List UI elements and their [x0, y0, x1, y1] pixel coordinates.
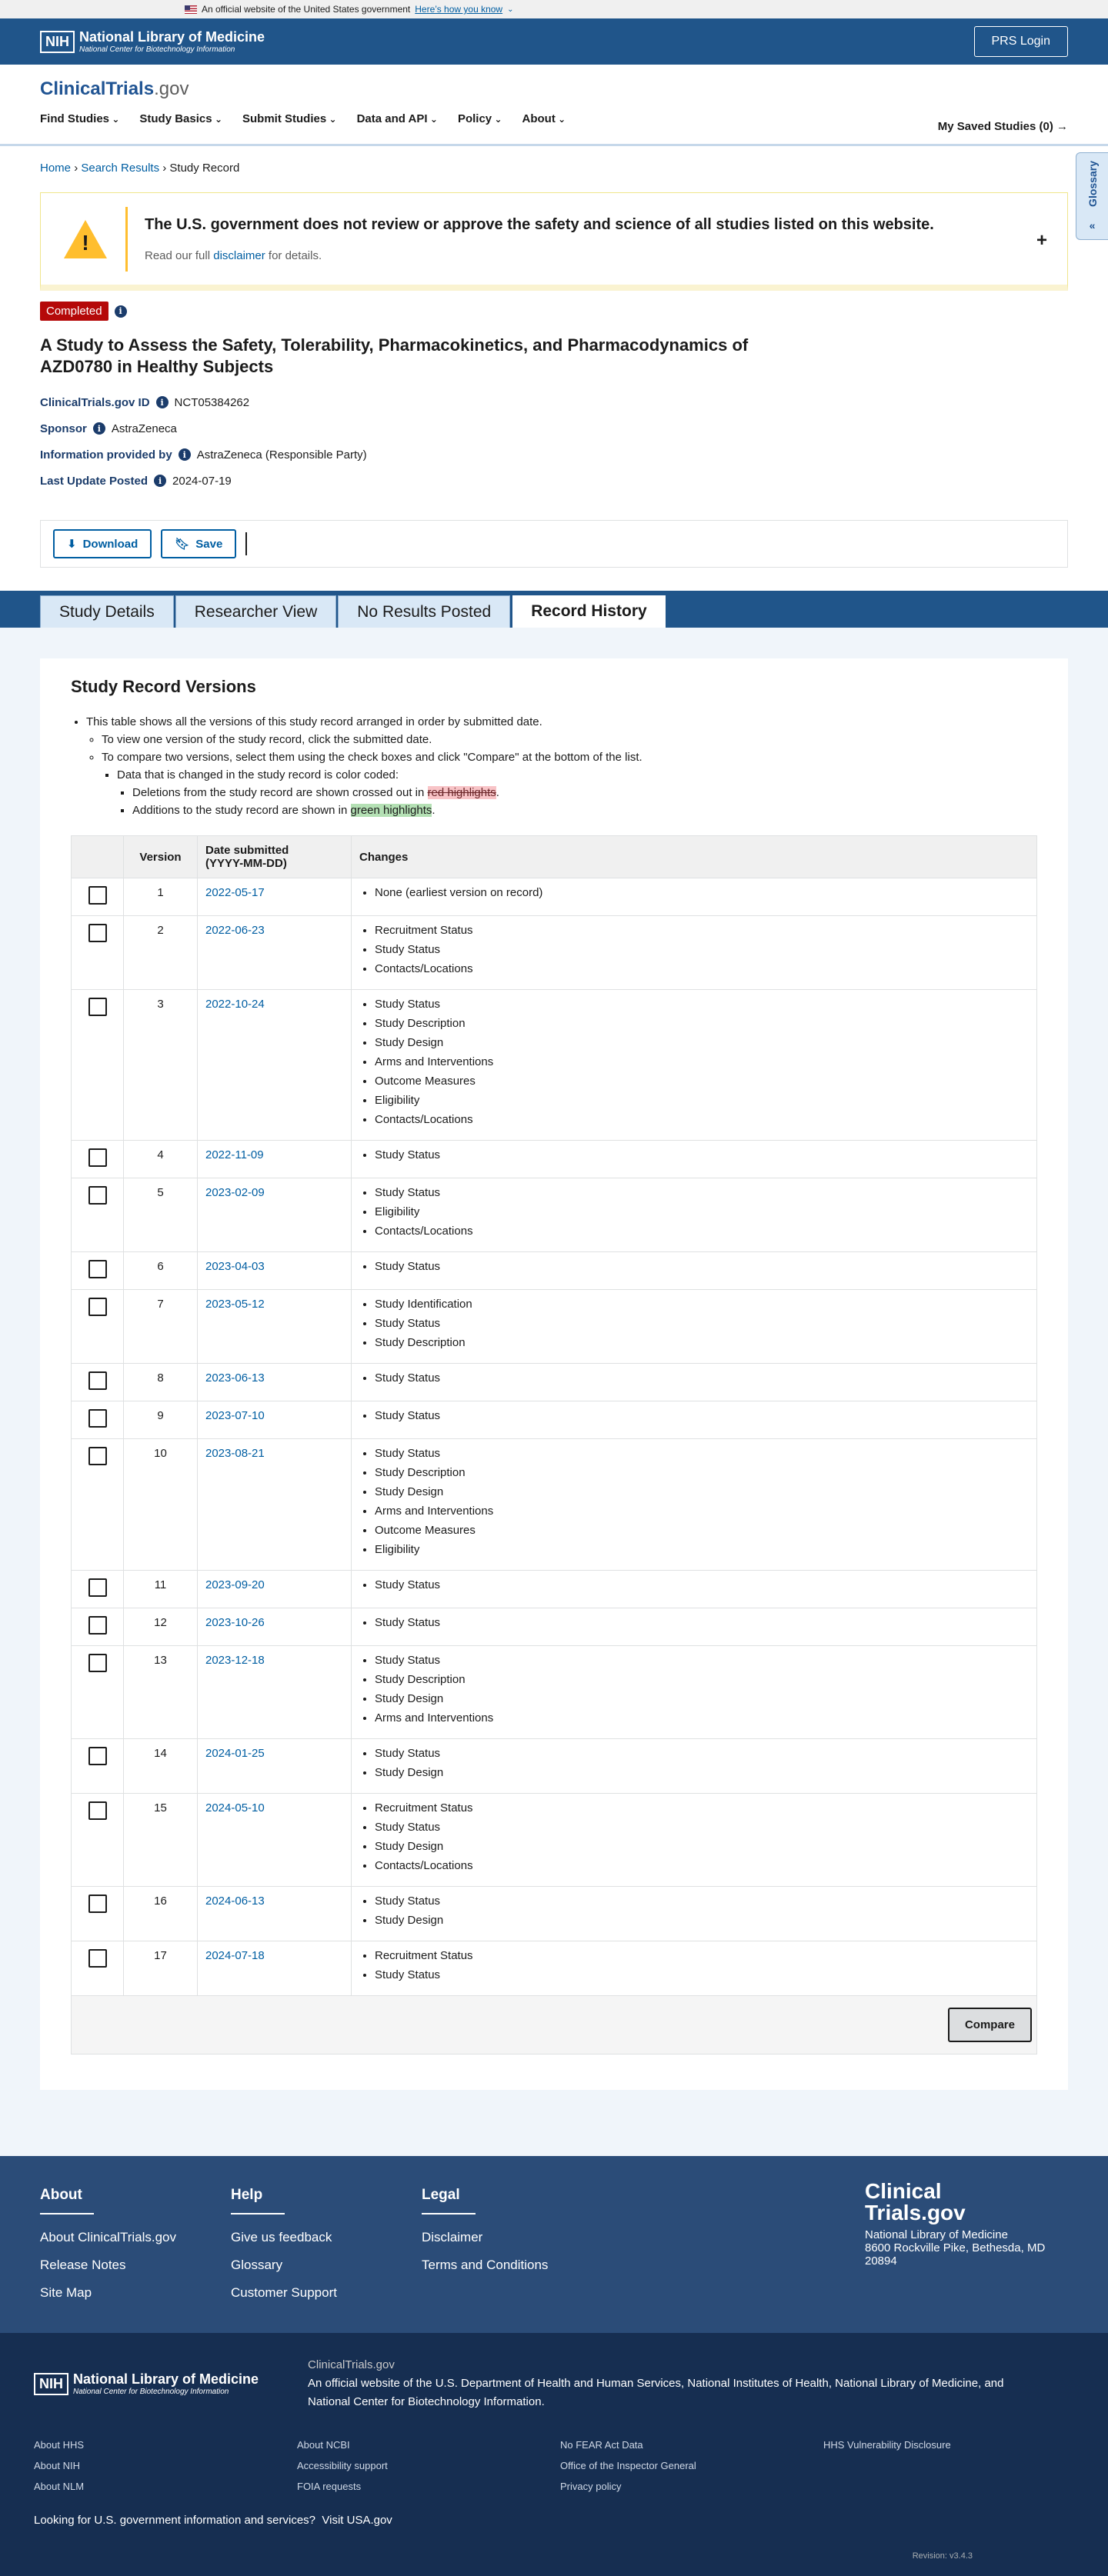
- select-cell: [72, 990, 124, 1141]
- select-cell: [72, 1439, 124, 1571]
- changes-cell: [352, 1794, 1037, 1887]
- change-item: • Eligibility: [375, 1094, 1029, 1107]
- study-title: A Study to Assess the Safety, Tolerability, Pharmacokinetics, and Pharmacodynamics of AZD0780 in Healthy Subjects: [40, 335, 749, 376]
- version-number: 11: [124, 1571, 198, 1608]
- changes-cell: [352, 1739, 1037, 1794]
- study-tabs: [0, 591, 1108, 628]
- change-item: • Study Status: [375, 1578, 1029, 1591]
- footer-link[interactable]: No FEAR Act Data: [560, 2439, 643, 2451]
- changes-cell: [352, 1252, 1037, 1290]
- version-number: 12: [124, 1608, 198, 1646]
- select-cell: [72, 1887, 124, 1941]
- change-item: • Study Design: [375, 1766, 1029, 1779]
- footer-help: [231, 2187, 422, 2313]
- version-checkbox[interactable]: [88, 1148, 107, 1167]
- instruction: ◦ To compare two versions, select them using the check boxes and click "Compare" at the bottom of the list.: [102, 751, 1037, 764]
- changes-cell: [352, 1439, 1037, 1571]
- nlm-name: National Library of Medicine: [79, 29, 265, 45]
- provided-by-value: AstraZeneca (Responsible Party): [196, 448, 367, 462]
- select-cell: [72, 1290, 124, 1364]
- status-badge: Completed: [40, 302, 108, 321]
- version-checkbox[interactable]: [88, 1260, 107, 1278]
- footer-link[interactable]: Office of the Inspector General: [560, 2460, 696, 2471]
- table-row: [72, 1941, 1037, 1996]
- version-checkbox[interactable]: [88, 1409, 107, 1428]
- footer-heading: Help: [231, 2187, 263, 2203]
- version-number: 16: [124, 1887, 198, 1941]
- nih-header: [0, 18, 1108, 65]
- change-item: • Outcome Measures: [375, 1524, 1029, 1537]
- info-icon[interactable]: i: [156, 396, 169, 408]
- tab-study-details[interactable]: Study Details: [40, 595, 174, 628]
- changes-cell: [352, 1941, 1037, 1996]
- changes-cell: [352, 1646, 1037, 1739]
- nih-link[interactable]: National Institutes of Health: [687, 2377, 829, 2390]
- saved-studies-link[interactable]: [938, 120, 1068, 133]
- usa-gov-link[interactable]: Visit USA.gov: [322, 2514, 392, 2527]
- site-footer: [0, 2156, 1108, 2333]
- footer-link[interactable]: Terms and Conditions: [422, 2258, 549, 2272]
- study-meta: [40, 389, 1068, 494]
- change-item: • Study Design: [375, 1840, 1029, 1853]
- nlm-link[interactable]: National Library of Medicine: [835, 2377, 979, 2390]
- nlm-logo[interactable]: [40, 29, 265, 54]
- change-item: • Study Description: [375, 1673, 1029, 1686]
- change-item: • Study Status: [375, 1968, 1029, 1981]
- change-item: • Study Description: [375, 1017, 1029, 1030]
- change-item: • Arms and Interventions: [375, 1505, 1029, 1518]
- select-cell: [72, 1401, 124, 1439]
- version-date-link[interactable]: 2022-06-23: [205, 924, 265, 937]
- gov-banner: [0, 0, 1108, 18]
- address-line: 8600 Rockville Pike, Bethesda, MD 20894: [865, 2241, 1046, 2268]
- instruction: • This table shows all the versions of this study record arranged in order by submitted date.: [86, 715, 1037, 728]
- footer-link[interactable]: About NCBI: [297, 2439, 350, 2451]
- version-number: 7: [124, 1290, 198, 1364]
- bookmark-icon: 🔖︎: [175, 538, 190, 551]
- version-checkbox[interactable]: [88, 998, 107, 1016]
- info-icon[interactable]: i: [154, 475, 166, 487]
- footer-link[interactable]: Glossary: [231, 2258, 283, 2272]
- change-item: • Recruitment Status: [375, 1949, 1029, 1962]
- divider: [125, 207, 128, 272]
- header-select: [72, 836, 124, 878]
- table-row: [72, 1439, 1037, 1571]
- double-chevron-left-icon: «: [1089, 219, 1096, 232]
- info-icon[interactable]: i: [115, 305, 127, 318]
- breadcrumb-current: Study Record: [169, 162, 240, 175]
- footer-link[interactable]: FOIA requests: [297, 2481, 362, 2492]
- version-date-link[interactable]: 2024-06-13: [205, 1895, 265, 1908]
- version-date-link[interactable]: 2022-11-09: [205, 1148, 264, 1161]
- red-highlight-sample: red highlights: [427, 786, 496, 799]
- hhs-link[interactable]: U.S. Department of Health and Human Services: [435, 2377, 682, 2390]
- select-cell: [72, 916, 124, 990]
- version-checkbox[interactable]: [88, 1578, 107, 1597]
- footer-link[interactable]: About NLM: [34, 2481, 85, 2492]
- changes-cell: [352, 1364, 1037, 1401]
- version-number: 9: [124, 1401, 198, 1439]
- table-header: [72, 836, 1037, 878]
- version-checkbox[interactable]: [88, 1654, 107, 1672]
- select-cell: [72, 1646, 124, 1739]
- version-number: 14: [124, 1739, 198, 1794]
- tab-record-history[interactable]: Record History: [512, 592, 666, 628]
- instruction: ▪ Additions to the study record are shown in green highlights.: [132, 804, 1037, 817]
- table-row: [72, 1608, 1037, 1646]
- ncbi-link[interactable]: National Center for Biotechnology Information: [308, 2395, 542, 2408]
- footer-address: [865, 2181, 1065, 2268]
- date-cell: [198, 1439, 352, 1571]
- disclaimer-alert: [40, 192, 1068, 291]
- nav-data-api[interactable]: Data and API ⌄: [357, 112, 438, 125]
- version-date-link[interactable]: 2023-02-09: [205, 1186, 265, 1199]
- change-item: • Study Status: [375, 1317, 1029, 1330]
- version-date-link[interactable]: 2023-05-12: [205, 1298, 265, 1311]
- footer-heading: Legal: [422, 2187, 460, 2203]
- sponsor-label: Sponsor: [40, 422, 87, 435]
- date-cell: [198, 1739, 352, 1794]
- sponsor-value: AstraZeneca: [111, 422, 177, 435]
- date-cell: [198, 916, 352, 990]
- change-item: • Study Status: [375, 1616, 1029, 1629]
- info-icon[interactable]: i: [93, 422, 105, 435]
- changes-cell: [352, 878, 1037, 916]
- arrow-right-icon: →: [1056, 120, 1068, 133]
- instructions-list: [86, 715, 1037, 817]
- select-cell: [72, 1141, 124, 1178]
- version-number: 13: [124, 1646, 198, 1739]
- change-item: • Eligibility: [375, 1205, 1029, 1218]
- version-number: 17: [124, 1941, 198, 1996]
- footer-heading: About: [40, 2187, 82, 2203]
- nlm-footer-logo[interactable]: NIH National Library of Medicine National Center for Biotechnology Information: [34, 2356, 259, 2411]
- table-row: [72, 1141, 1037, 1178]
- version-date-link[interactable]: 2023-09-20: [205, 1578, 265, 1591]
- header-version: Version: [124, 836, 198, 878]
- table-row: [72, 1364, 1037, 1401]
- change-item: • Outcome Measures: [375, 1075, 1029, 1088]
- compare-bar: [71, 1996, 1037, 2054]
- download-button[interactable]: ⬇ Download: [53, 529, 152, 558]
- footer-link[interactable]: About HHS: [34, 2439, 85, 2451]
- change-item: • Study Description: [375, 1336, 1029, 1349]
- changes-cell: [352, 1178, 1037, 1252]
- table-row: [72, 916, 1037, 990]
- select-cell: [72, 1608, 124, 1646]
- version-date-link[interactable]: 2023-06-13: [205, 1371, 265, 1385]
- change-item: • Arms and Interventions: [375, 1055, 1029, 1068]
- compare-button[interactable]: Compare: [948, 2008, 1032, 2042]
- footer-link[interactable]: HHS Vulnerability Disclosure: [823, 2439, 951, 2451]
- version-number: 5: [124, 1178, 198, 1252]
- nav-about[interactable]: About ⌄: [522, 112, 566, 125]
- info-icon[interactable]: i: [179, 448, 191, 461]
- change-item: • Study Design: [375, 1692, 1029, 1705]
- change-item: • Study Description: [375, 1466, 1029, 1479]
- instruction: ◦ To view one version of the study record, click the submitted date.: [102, 733, 1037, 746]
- date-cell: [198, 1364, 352, 1401]
- select-cell: [72, 1941, 124, 1996]
- breadcrumb-home[interactable]: Home: [40, 162, 72, 175]
- footer-link[interactable]: Accessibility support: [297, 2460, 388, 2471]
- breadcrumb-search[interactable]: Search Results: [81, 162, 160, 175]
- change-item: • Study Design: [375, 1485, 1029, 1498]
- date-cell: [198, 1646, 352, 1739]
- table-row: [72, 1178, 1037, 1252]
- header-date: Date submitted (YYYY-MM-DD): [198, 836, 352, 878]
- change-item: • Study Design: [375, 1914, 1029, 1927]
- version-date-link[interactable]: 2023-12-18: [205, 1654, 265, 1667]
- footer-link[interactable]: About NIH: [34, 2460, 80, 2471]
- nlm-footer: [0, 2333, 1108, 2576]
- site-logo[interactable]: [40, 78, 1068, 100]
- version-number: 1: [124, 878, 198, 916]
- table-row: [72, 990, 1037, 1141]
- select-cell: [72, 1178, 124, 1252]
- version-checkbox[interactable]: [88, 886, 107, 905]
- us-flag-icon: [185, 5, 197, 14]
- version-number: 3: [124, 990, 198, 1141]
- change-item: • Study Status: [375, 1747, 1029, 1760]
- date-cell: [198, 1608, 352, 1646]
- glossary-label: Glossary: [1086, 161, 1099, 207]
- table-row: [72, 1739, 1037, 1794]
- green-highlight-sample: green highlights: [350, 804, 432, 817]
- footer-link[interactable]: Give us feedback: [231, 2230, 332, 2244]
- table-row: [72, 1646, 1037, 1739]
- nav-submit-studies[interactable]: Submit Studies ⌄: [242, 112, 337, 125]
- select-cell: [72, 1252, 124, 1290]
- nih-logo-box: NIH: [40, 31, 75, 53]
- site-title-main: ClinicalTrials: [40, 78, 155, 99]
- table-row: [72, 878, 1037, 916]
- last-update-label: Last Update Posted: [40, 474, 149, 488]
- glossary-tab[interactable]: [1076, 152, 1108, 240]
- footer-logo[interactable]: Clinical Trials.gov: [865, 2179, 966, 2224]
- date-cell: [198, 1401, 352, 1439]
- version-number: 15: [124, 1794, 198, 1887]
- version-date-link[interactable]: 2024-05-10: [205, 1801, 265, 1815]
- changes-cell: [352, 1290, 1037, 1364]
- select-cell: [72, 1794, 124, 1887]
- version-number: 4: [124, 1141, 198, 1178]
- changes-cell: [352, 916, 1037, 990]
- change-item: • None (earliest version on record): [375, 886, 1029, 899]
- change-item: • Contacts/Locations: [375, 962, 1029, 975]
- change-item: • Study Status: [375, 998, 1029, 1011]
- change-item: • Study Status: [375, 1371, 1029, 1385]
- version-checkbox[interactable]: [88, 1186, 107, 1205]
- official-site-text: ClinicalTrials.gov An official website of the U.S. Department of Health and Human Services, National Institutes of Health, National Library of Medicine, and National Center for Biotechnology Information.: [308, 2358, 1004, 2408]
- section-heading: Study Record Versions: [71, 677, 256, 696]
- how-you-know-link[interactable]: Here’s how you know: [415, 4, 503, 15]
- chevron-down-icon[interactable]: ⌄: [507, 5, 514, 14]
- select-cell: [72, 1571, 124, 1608]
- nct-id-value: NCT05384262: [174, 395, 250, 409]
- version-checkbox[interactable]: [88, 1895, 107, 1913]
- change-item: • Study Status: [375, 1654, 1029, 1667]
- change-item: • Study Status: [375, 1447, 1029, 1460]
- version-checkbox[interactable]: [88, 1747, 107, 1765]
- main-nav: [40, 112, 1068, 125]
- table-row: [72, 1252, 1037, 1290]
- footer-link[interactable]: Customer Support: [231, 2285, 337, 2300]
- tab-no-results[interactable]: No Results Posted: [338, 595, 510, 628]
- footer-link[interactable]: Privacy policy: [560, 2481, 622, 2492]
- actions-bar: [40, 520, 1068, 568]
- version-checkbox[interactable]: [88, 1371, 107, 1390]
- version-date-link[interactable]: 2024-01-25: [205, 1747, 265, 1760]
- prs-login-button[interactable]: PRS Login: [974, 26, 1069, 57]
- download-icon: ⬇: [67, 538, 77, 551]
- version-date-link[interactable]: 2022-05-17: [205, 886, 265, 899]
- record-history: [0, 628, 1108, 2114]
- changes-cell: [352, 990, 1037, 1141]
- select-cell: [72, 1364, 124, 1401]
- changes-cell: [352, 1887, 1037, 1941]
- change-item: • Study Status: [375, 1821, 1029, 1834]
- change-item: • Contacts/Locations: [375, 1225, 1029, 1238]
- table-row: [72, 1887, 1037, 1941]
- date-cell: [198, 1290, 352, 1364]
- date-cell: [198, 1887, 352, 1941]
- divider: [245, 532, 247, 555]
- version-date-link[interactable]: 2023-04-03: [205, 1260, 265, 1273]
- version-checkbox[interactable]: [88, 924, 107, 942]
- footer-link[interactable]: Disclaimer: [422, 2230, 483, 2244]
- versions-table: [71, 835, 1037, 1996]
- table-row: [72, 1290, 1037, 1364]
- changes-cell: [352, 1608, 1037, 1646]
- change-item: • Arms and Interventions: [375, 1711, 1029, 1725]
- change-item: • Study Status: [375, 1148, 1029, 1161]
- version-number: 10: [124, 1439, 198, 1571]
- ncbi-name: National Center for Biotechnology Information: [79, 45, 235, 54]
- tab-researcher-view[interactable]: Researcher View: [175, 595, 337, 628]
- table-row: [72, 1794, 1037, 1887]
- changes-cell: [352, 1141, 1037, 1178]
- nct-id-label: ClinicalTrials.gov ID: [40, 395, 150, 409]
- date-cell: [198, 1252, 352, 1290]
- changes-cell: [352, 1571, 1037, 1608]
- change-item: • Recruitment Status: [375, 1801, 1029, 1815]
- study-header: [0, 146, 1108, 591]
- versions-card: [40, 658, 1068, 2090]
- change-item: • Study Status: [375, 1895, 1029, 1908]
- last-update-value: 2024-07-19: [172, 474, 232, 488]
- version-checkbox[interactable]: [88, 1447, 107, 1465]
- disclaimer-title: The U.S. government does not review or approve the safety and science of all studies listed on this website.: [145, 215, 934, 233]
- footer-about: [40, 2187, 231, 2313]
- divider: [231, 2213, 285, 2214]
- version-checkbox[interactable]: [88, 1298, 107, 1316]
- footer-link[interactable]: Site Map: [40, 2285, 92, 2300]
- version-checkbox[interactable]: [88, 1949, 107, 1968]
- footer-link[interactable]: Release Notes: [40, 2258, 126, 2272]
- change-item: • Study Identification: [375, 1298, 1029, 1311]
- instruction: ▪ Data that is changed in the study record is color coded:: [117, 768, 1037, 781]
- change-item: • Study Status: [375, 1409, 1029, 1422]
- provided-by-label: Information provided by: [40, 448, 172, 462]
- change-item: • Contacts/Locations: [375, 1113, 1029, 1126]
- select-cell: [72, 878, 124, 916]
- nav-policy[interactable]: Policy ⌄: [458, 112, 502, 125]
- date-cell: [198, 1178, 352, 1252]
- version-number: 6: [124, 1252, 198, 1290]
- date-cell: [198, 1794, 352, 1887]
- change-item: • Study Design: [375, 1036, 1029, 1049]
- warning-icon: !: [64, 220, 107, 258]
- change-item: • Study Status: [375, 1186, 1029, 1199]
- expand-plus-icon[interactable]: +: [1036, 230, 1047, 251]
- saved-studies-label: My Saved Studies (0): [937, 120, 1053, 133]
- version-date-link[interactable]: 2023-10-26: [205, 1616, 265, 1629]
- breadcrumb: [40, 146, 1068, 192]
- version-number: 2: [124, 916, 198, 990]
- address-line: National Library of Medicine: [865, 2228, 1008, 2241]
- revision-label: Revision: v3.4.3: [912, 2551, 973, 2561]
- date-cell: [198, 1941, 352, 1996]
- versions-body: [72, 878, 1037, 1996]
- nav-find-studies[interactable]: Find Studies ⌄: [40, 112, 119, 125]
- change-item: • Contacts/Locations: [375, 1859, 1029, 1872]
- gov-banner-text: An official website of the United States government: [202, 4, 411, 15]
- nih-logo-box: NIH: [34, 2373, 68, 2395]
- divider: [422, 2213, 476, 2214]
- usa-gov-text: Looking for U.S. government information and services? Visit USA.gov: [34, 2514, 392, 2527]
- version-date-link[interactable]: 2023-07-10: [205, 1409, 265, 1422]
- breadcrumb-separator-icon: ›: [74, 162, 82, 175]
- date-cell: [198, 990, 352, 1141]
- date-cell: [198, 1571, 352, 1608]
- change-item: • Study Status: [375, 943, 1029, 956]
- change-item: • Recruitment Status: [375, 924, 1029, 937]
- version-checkbox[interactable]: [88, 1616, 107, 1635]
- date-cell: [198, 878, 352, 916]
- header-changes: Changes: [352, 836, 1037, 878]
- instruction: ▪ Deletions from the study record are shown crossed out in red highlights.: [132, 786, 1037, 799]
- disclaimer-text: Read our full disclaimer for details.: [145, 248, 322, 262]
- disclaimer-link[interactable]: disclaimer: [213, 248, 265, 262]
- status-row: [40, 302, 1068, 321]
- changes-cell: [352, 1401, 1037, 1439]
- version-date-link[interactable]: 2022-10-24: [205, 998, 265, 1011]
- save-button[interactable]: 🔖︎ Save: [161, 529, 236, 558]
- change-item: • Study Status: [375, 1260, 1029, 1273]
- table-row: [72, 1401, 1037, 1439]
- nlm-links: [34, 2439, 1074, 2492]
- divider: [40, 2213, 94, 2214]
- change-item: • Eligibility: [375, 1543, 1029, 1556]
- nav-study-basics[interactable]: Study Basics ⌄: [139, 112, 222, 125]
- version-checkbox[interactable]: [88, 1801, 107, 1820]
- select-cell: [72, 1739, 124, 1794]
- footer-link[interactable]: About ClinicalTrials.gov: [40, 2230, 176, 2244]
- site-header: [0, 65, 1108, 146]
- date-cell: [198, 1141, 352, 1178]
- version-number: 8: [124, 1364, 198, 1401]
- site-title-suffix: .gov: [154, 78, 189, 99]
- breadcrumb-separator-icon: ›: [162, 162, 170, 175]
- version-date-link[interactable]: 2023-08-21: [205, 1447, 265, 1460]
- footer-legal: [422, 2187, 612, 2313]
- version-date-link[interactable]: 2024-07-18: [205, 1949, 265, 1962]
- table-row: [72, 1571, 1037, 1608]
